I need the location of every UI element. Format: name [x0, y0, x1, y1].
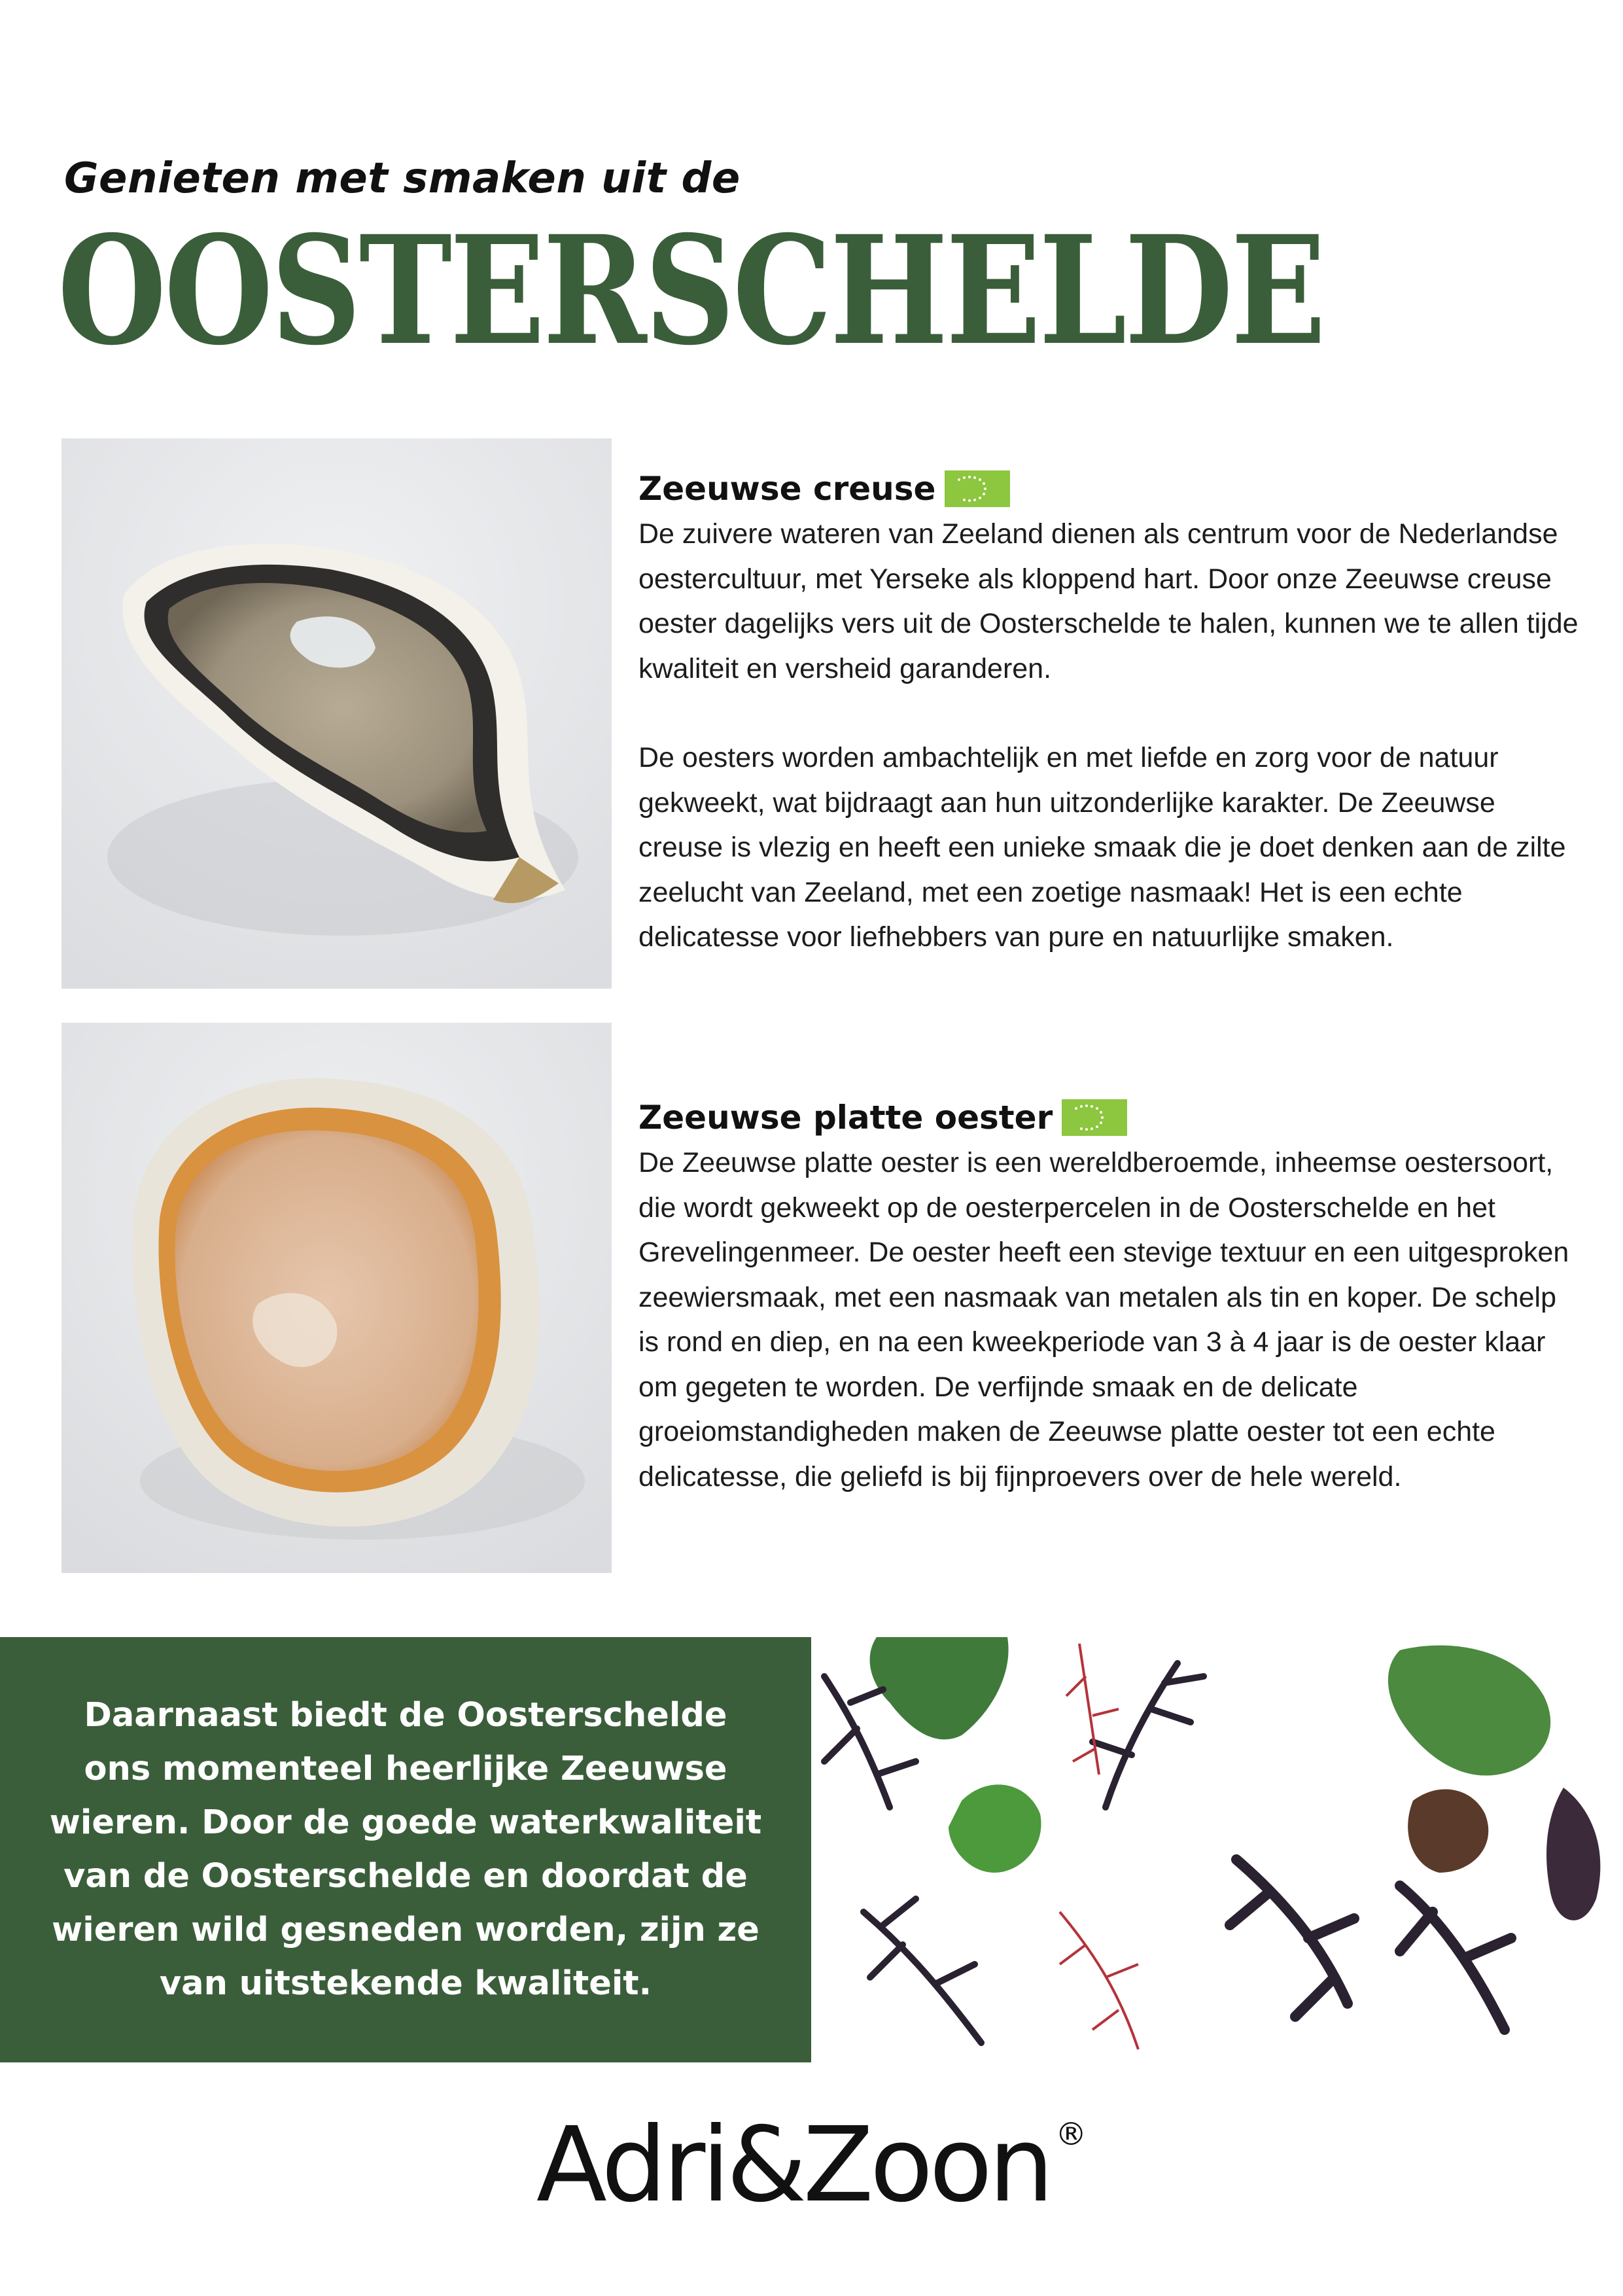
creuse-title: Zeeuwse creuse	[638, 470, 936, 508]
logo-text: Adri&Zoon	[536, 2105, 1051, 2225]
platte-paragraph-1: De Zeeuwse platte oester is een wereldberoemde, inheemse oestersoort, die wordt gekweekt op de oesterpercelen in de Oosterschelde en het Grevelingenmeer. De oester heeft een stevige textuur en een uitgesproken zeewiersmaak, met een nasmaak van metalen als tin en koper. De schelp is rond en diep, en na een kweekperiode van 3 à 4 jaar is de oester klaar om gegeten te worden. De verfijnde smaak en de delicate groeiomstandigheden maken de Zeeuwse platte oester tot een echte delicatesse, die geliefd is bij fijnproevers over de hele wereld.	[638, 1147, 1569, 1492]
eu-organic-leaf-icon	[1062, 1099, 1127, 1136]
creuse-paragraph-2: De oesters worden ambachtelijk en met liefde en zorg voor de natuur gekweekt, wat bijdraagt aan hun uitzonderlijke karakter. De Zeeuwse creuse is vlezig en heeft een unieke smaak die je doet denken aan de zilte zeelucht van Zeeland, met een zoetige nasmaak! Het is een echte delicatesse voor liefhebbers van pure en natuurlijke smaken.	[638, 742, 1566, 953]
creuse-title-row	[638, 466, 1580, 512]
page-kicker: Genieten met smaken uit de	[64, 154, 741, 203]
platte-title-row	[638, 1095, 1580, 1140]
seaweed-text: Daarnaast biedt de Oosterschelde ons momenteel heerlijke Zeeuwse wieren. Door de goede waterkwaliteit van de Oosterschelde en doordat de wieren wild gesneden worden, zijn ze van uitstekende kwaliteit.	[49, 1696, 762, 2003]
creuse-oyster-photo	[61, 438, 612, 989]
platte-oyster-photo	[61, 1023, 612, 1573]
adri-zoon-logo	[0, 2105, 1623, 2225]
platte-title: Zeeuwse platte oester	[638, 1099, 1053, 1137]
creuse-section	[638, 466, 1580, 960]
creuse-paragraph-1: De zuivere wateren van Zeeland dienen als centrum voor de Nederlandse oestercultuur, met Yerseke als kloppend hart. Door onze Zeeuwse creuse oester dagelijks vers uit de Oosterschelde te halen, kunnen we te allen tijde kwaliteit en versheid garanderen.	[638, 518, 1579, 684]
seaweed-photo	[811, 1637, 1623, 2062]
seaweed-text-panel	[0, 1637, 811, 2062]
eu-organic-leaf-icon	[945, 470, 1010, 507]
platte-section	[638, 1095, 1580, 1499]
page-headline: OOSTERSCHELDE	[58, 203, 1324, 378]
registered-mark: ®	[1055, 2116, 1087, 2153]
